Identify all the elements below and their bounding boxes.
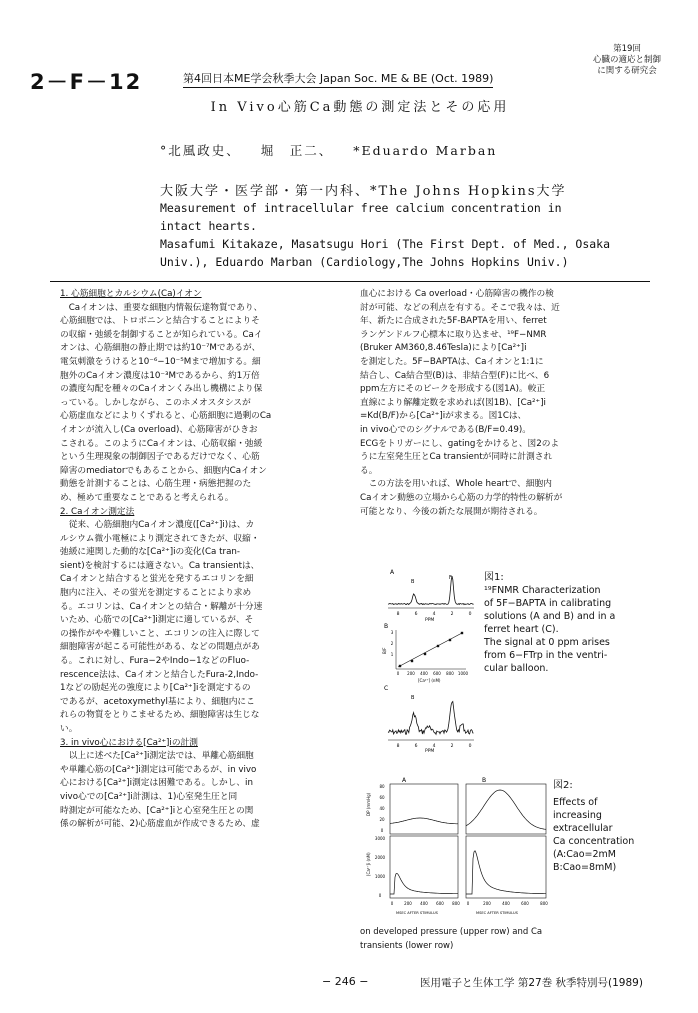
paragraph-line: の濃度勾配を種々のCaイオンくみ出し機構により保 <box>60 384 263 395</box>
paragraph-line: の操作がやや難しいこと、エコリンの注入に際して <box>60 628 260 639</box>
fig1-peak-f-label: F <box>449 575 452 581</box>
paragraph-line: Caイオンは、重要な細胞内情報伝達物質であり、 <box>60 302 263 313</box>
paragraph-line: sient)を検討するには適さない。Ca transientは、 <box>60 560 260 571</box>
fig1-ppm-label-c: PPM <box>425 749 435 754</box>
calibration-point <box>461 632 463 634</box>
ppm-tick-label: 8 <box>396 612 400 617</box>
fig2-b-pressure-frame <box>466 784 546 834</box>
paragraph-line: こされる。このようにCaイオンは、心筋収縮・弛緩 <box>60 438 263 449</box>
author: °北風政史、 <box>160 143 241 158</box>
english-title-line: intact hearts. <box>160 219 257 233</box>
fig1-b-ylabel: B/F <box>382 647 387 654</box>
fig1-ppm-label: PPM <box>425 618 435 623</box>
ppm-tick-label: 0 <box>468 612 472 617</box>
b-ytick-label: 3 <box>390 630 394 635</box>
paragraph-line: る。これに対し、Fura−2やIndo−1などのFluo- <box>60 656 250 667</box>
journal-footer: 医用電子と生体工学 第27巻 秋季特別号(1989) <box>420 977 643 989</box>
ppm-tick-label: 6 <box>414 744 418 749</box>
paragraph-line: る。 <box>360 465 378 476</box>
fig2-b-ca-trace <box>466 851 546 894</box>
paragraph-line: in vivo心でのシグナルである(B/F=0.49)。 <box>360 424 531 435</box>
fig1-panel-c-label: C <box>384 685 389 692</box>
paragraph-line: 細胞障害が起こる可能性がある、などの問題点があ <box>60 642 260 653</box>
paragraph-line: や単離心筋の[Ca²⁺]i測定は可能であるが、in vivo <box>60 764 257 775</box>
fig1-spectrum-c <box>388 702 474 735</box>
ppm-tick-label: 6 <box>414 612 418 617</box>
paragraph-line: という生理現象の制御因子であるだけでなく、心筋 <box>60 452 260 463</box>
paragraph-line: rescence法は、Caイオンと結合したFura-2,Indo- <box>60 669 259 680</box>
fig2-a-ca-trace <box>390 873 458 894</box>
figure-2-caption-bottom <box>360 925 660 953</box>
paragraph-line: ECGをトリガーにし、gatingをかけると、図2のよ <box>360 438 560 449</box>
caption-line: Ca concentration <box>553 836 635 847</box>
right-column <box>360 288 630 519</box>
calibration-point <box>449 639 451 641</box>
paragraph-line: れらの物質をとりこませるため、細胞障害は生じな <box>60 710 260 721</box>
xtick-label: 400 <box>502 901 510 906</box>
pressure-ytick-label: 20 <box>379 817 385 822</box>
xtick-label: 0 <box>390 901 394 906</box>
paragraph-line: を測定した。5F−BAPTAは、Caイオンと1:1に <box>360 356 544 367</box>
figure-2-caption <box>553 779 643 874</box>
paragraph-line: ルシウム微小電極により測定されてきたが、収縮・ <box>60 533 260 544</box>
section-heading: 3. in vivo心における[Ca²⁺]iの計測 <box>60 737 198 748</box>
paragraph-line: この方法を用いれば、Whole heartで、細胞内 <box>360 479 552 490</box>
conference-name: 第4回日本ME学会秋季大会 Japan Soc. ME & BE (Oct. 1989) <box>183 70 493 88</box>
paragraph-line: 時測定が可能なため、[Ca²⁺]iと心室発生圧との関 <box>60 805 254 816</box>
b-xtick-label: 0 <box>396 671 400 676</box>
figure-2 <box>362 774 554 922</box>
paragraph-line: 以上に述べた[Ca²⁺]i測定法では、単離心筋細胞 <box>60 751 254 762</box>
author: 堀 正二、 <box>260 143 334 158</box>
section-heading: 1. 心筋細胞とカルシウム(Ca)イオン <box>60 289 202 299</box>
paragraph-line: 年、新たに合成された5F-BAPTAを用い、ferret <box>360 316 547 327</box>
xtick-label: 200 <box>483 901 491 906</box>
paragraph-line: 胞外のCaイオン濃度は10⁻³Mであるから、約1万倍 <box>60 370 260 381</box>
english-authors-line: Masafumi Kitakaze, Masatsugu Hori (The First Dept. of Med., Osaka <box>160 237 611 251</box>
fig2-pressure-ylabel: DP (mmHg) <box>366 792 371 816</box>
pressure-ytick-label: 40 <box>379 806 385 811</box>
ppm-tick-label: 2 <box>450 744 454 749</box>
fig1-peak-b-label: B <box>411 579 415 585</box>
figure-1-caption <box>484 571 624 675</box>
paragraph-line: 弛緩に連関した動的な[Ca²⁺]iの変化(Ca tran- <box>60 547 241 558</box>
fig1-b-fit-line <box>398 633 462 667</box>
ppm-tick-label: 2 <box>450 612 454 617</box>
paragraph-line: 心筋細胞では、トロポニンと結合することによりそ <box>60 316 260 327</box>
paragraph-line: る。エコリンは、Caイオンとの結合・解離が十分速 <box>60 601 263 612</box>
fig2-b-pressure-trace <box>466 790 546 829</box>
fig2-a-pressure-trace <box>390 818 458 824</box>
pressure-ytick-label: 0 <box>380 828 384 833</box>
paragraph-line: Caイオン動態の立場から心筋の力学的特性の解析が <box>360 492 563 503</box>
paragraph-line: い。 <box>60 724 78 734</box>
paragraph-line: 従来、心筋細胞内Caイオン濃度([Ca²⁺]i)は、カ <box>60 520 255 531</box>
paragraph-line: 電気刺激をうけると10⁻⁶−10⁻⁵Mまで増加する。細 <box>60 356 261 367</box>
xtick-label: 600 <box>436 901 444 906</box>
paragraph-line: 可能となり、今後の新たな展開が期待される。 <box>360 506 543 517</box>
fig2-a-pressure-frame <box>390 784 458 834</box>
fig2-ca-ylabel: [Ca²⁺]i (nM) <box>366 852 371 876</box>
paragraph-line: め、極めて重要なことであると考えられる。 <box>60 492 234 503</box>
paragraph-line: 心筋虚血などによりくずれると、心筋細胞に過剰のCa <box>60 411 272 422</box>
xtick-label: 800 <box>540 901 548 906</box>
left-column <box>60 288 348 832</box>
paragraph-line: イオンが流入し(Ca overload)、心筋障害がひきお <box>60 424 258 435</box>
paragraph-line: オンは、心筋細胞の静止期では約10⁻⁷Mであるが、 <box>60 343 261 354</box>
caption-line: solutions (A and B) and in a <box>484 611 616 622</box>
caption-line: of 5F−BAPTA in calibrating <box>484 598 612 609</box>
b-xtick-label: 1000 <box>457 671 469 676</box>
english-authors-line: Univ.), Eduardo Marban (Cardiology,The Johns Hopkins Univ.) <box>160 255 569 269</box>
pressure-ytick-label: 60 <box>379 795 385 800</box>
b-xtick-label: 800 <box>446 671 454 676</box>
paragraph-line: 心における[Ca²⁺]i測定は困難である。しかし、in <box>60 778 253 789</box>
fig1-panel-b-label: B <box>384 623 389 630</box>
xtick-label: 400 <box>420 901 428 906</box>
paragraph-line: 直線により解離定数を求めれば(図1B)、[Ca²⁺]i <box>360 397 546 408</box>
fig2-a-ca-frame <box>390 836 458 898</box>
xtick-label: 200 <box>404 901 412 906</box>
caption-line: (A:Cao=2mM <box>553 849 616 860</box>
divider <box>50 281 650 282</box>
b-xtick-label: 400 <box>420 671 428 676</box>
paragraph-line: vivo心での[Ca²⁺]i計測は、1)心室発生圧と同 <box>60 791 238 802</box>
xtick-label: 0 <box>466 901 470 906</box>
paragraph-line: 討が可能、などの利点を有する。そこで我々は、近 <box>360 302 560 313</box>
page-number: − 246 − <box>322 975 369 988</box>
session-info <box>572 44 682 77</box>
fig2-b-xlabel: MSEC AFTER STIMULUS <box>476 911 518 915</box>
figure-1 <box>370 566 482 754</box>
fig1-label: 図1: <box>484 572 504 583</box>
b-ytick-label: 2 <box>390 641 394 646</box>
paragraph-line: Caイオンと結合すると蛍光を発するエコリンを細 <box>60 574 254 585</box>
calibration-point <box>399 665 401 667</box>
ppm-tick-label: 4 <box>432 612 436 617</box>
calibration-point <box>424 653 426 655</box>
affiliation: 大阪大学・医学部・第一内科、*The Johns Hopkins大学 <box>160 184 567 199</box>
session-line: 第19回 <box>613 44 641 54</box>
session-line: 心臓の適応と制御 <box>592 55 661 65</box>
paragraph-line: いため、心筋での[Ca²⁺]i測定に適しているが、そ <box>60 615 254 626</box>
author: *Eduardo Marban <box>353 143 498 158</box>
caption-line: cular balloon. <box>484 663 549 674</box>
english-title-line: Measurement of intracellular free calcium concentration in <box>160 201 562 215</box>
fig2-b-ca-frame <box>466 836 546 898</box>
b-xtick-label: 600 <box>433 671 441 676</box>
ca-ytick-label: 3000 <box>374 836 386 841</box>
fig1-b-xlabel: [Ca²⁺] (nM) <box>418 678 441 683</box>
b-ytick-label: 1 <box>390 652 394 657</box>
paragraph-line: 胞内に注入、その蛍光を測定することにより求め <box>60 588 252 599</box>
paragraph-line: の収縮・弛緩を制御することが知られている。Caイ <box>60 329 263 340</box>
ca-ytick-label: 0 <box>378 893 382 898</box>
ppm-tick-label: 8 <box>396 744 400 749</box>
caption-line: increasing <box>553 810 602 821</box>
paragraph-line: 結合し、Ca結合型(B)は、非結合型(F)に比べ、6 <box>360 370 550 381</box>
b-xtick-label: 200 <box>407 671 415 676</box>
paragraph-line: =Kd(B/F)から[Ca²⁺]iが求まる。図1Cは、 <box>360 411 527 422</box>
calibration-point <box>411 660 413 662</box>
caption-line: The signal at 0 ppm arises <box>484 637 610 648</box>
paragraph-line: ランゲンドルフ心標本に取り込ませ、¹⁹F−NMR <box>360 329 547 340</box>
paragraph-line: っている。しかしながら、このホメオスタシスが <box>60 397 251 408</box>
fig2-label: 図2: <box>553 780 573 791</box>
caption-line: extracellular <box>553 823 613 834</box>
caption-line: Effects of <box>553 797 598 808</box>
paragraph-line: 動態を計測することは、心筋生理・病態把握のた <box>60 479 252 490</box>
xtick-label: 600 <box>521 901 529 906</box>
ca-ytick-label: 1000 <box>374 874 386 879</box>
paragraph-line: ppm左方にそのピークを形成する(図1A)。較正 <box>360 384 546 395</box>
fig1-spectrum-a <box>388 576 474 605</box>
paragraph-line: うに左室発生圧とCa transientが同時に計測され <box>360 452 553 463</box>
caption-line: ¹⁹FNMR Characterization <box>484 585 601 596</box>
fig2-panel-b-label: B <box>482 777 487 784</box>
paragraph-line: 障害のmediatorでもあることから、細胞内Caイオン <box>60 465 267 476</box>
caption-line: from 6−FTrp in the ventri- <box>484 650 608 661</box>
fig1-panel-a-label: A <box>390 569 395 576</box>
ppm-tick-label: 4 <box>432 744 436 749</box>
ca-ytick-label: 2000 <box>374 855 386 860</box>
xtick-label: 800 <box>452 901 460 906</box>
paragraph-line: (Bruker AM360,8.46Tesla)により[Ca²⁺]i <box>360 343 527 354</box>
fig2-panel-a-label: A <box>402 777 407 784</box>
paragraph-line: 1などの励起光の強度により[Ca²⁺]iを測定するの <box>60 683 251 694</box>
paragraph-line: 血心における Ca overload・心筋障害の機作の検 <box>360 289 554 299</box>
session-line: に関する研究会 <box>597 66 657 76</box>
caption-line: ferret heart (C). <box>484 624 559 635</box>
paper-title: In Vivo心筋Ca動態の測定法とその応用 <box>210 100 510 115</box>
paragraph-line: であるが、acetoxymethyl基により、細胞内にこ <box>60 696 255 707</box>
pressure-ytick-label: 80 <box>379 784 385 789</box>
ppm-tick-label: 0 <box>468 744 472 749</box>
caption-line: transients (lower row) <box>360 941 454 951</box>
abstract-code: 2－F－12 <box>30 70 143 94</box>
paragraph-line: 係の解析が可能、2)心筋虚血が作成できるため、虚 <box>60 819 260 830</box>
section-heading: 2. Caイオン測定法 <box>60 506 135 517</box>
fig2-a-xlabel: MSEC AFTER STIMULUS <box>396 911 438 915</box>
fig1-c-peak-label: B <box>411 695 415 701</box>
author-list <box>160 141 560 159</box>
caption-line: B:Cao=8mM) <box>553 862 617 873</box>
calibration-point <box>437 645 439 647</box>
caption-line: on developed pressure (upper row) and Ca <box>360 927 543 937</box>
